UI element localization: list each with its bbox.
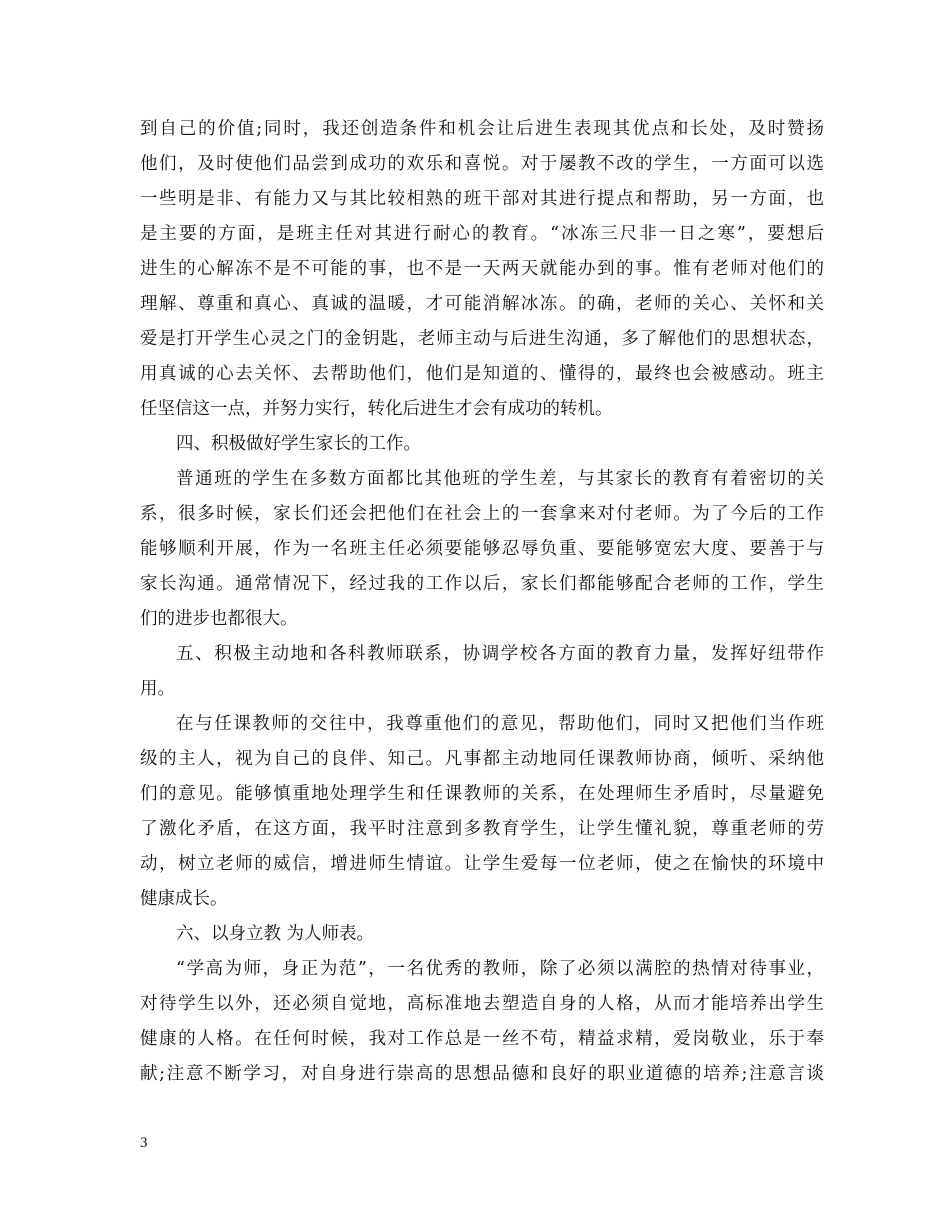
section-heading: 四、积极做好学生家长的工作。 (176, 434, 421, 454)
text-line: 对待学生以外，还必须自觉地，高标准地去塑造自身的人格，从而才能培养出学生 (140, 994, 824, 1014)
page-number: 3 (140, 1135, 148, 1151)
text-line: 献;注意不断学习，对自身进行崇高的思想品德和良好的职业道德的培养;注意言谈 (140, 1064, 824, 1084)
text-line: 爱是打开学生心灵之门的金钥匙，老师主动与后进生沟通，多了解他们的思想状态， (140, 329, 824, 349)
section-heading: 五、积极主动地和各科教师联系，协调学校各方面的教育力量，发挥好纽带作 (176, 644, 824, 664)
text-line: 健康成长。 (140, 889, 228, 909)
text-line: 一些明是非、有能力又与其比较相熟的班干部对其进行提点和帮助，另一方面，也 (140, 189, 824, 209)
text-line: 在与任课教师的交往中，我尊重他们的意见，帮助他们，同时又把他们当作班 (176, 714, 824, 734)
text-line: 家长沟通。通常情况下，经过我的工作以后，家长们都能够配合老师的工作，学生 (140, 574, 824, 594)
text-line: 理解、尊重和真心、真诚的温暖，才可能消解冰冻。的确，老师的关心、关怀和关 (140, 294, 824, 314)
text-line: 了激化矛盾，在这方面，我平时注意到多教育学生，让学生懂礼貌，尊重老师的劳 (140, 819, 824, 839)
text-line: 们的意见。能够慎重地处理学生和任课教师的关系，在处理师生矛盾时，尽量避免 (140, 784, 824, 804)
text-line: 是主要的方面，是班主任对其进行耐心的教育。“冰冻三尺非一日之寒”，要想后 (140, 224, 824, 244)
section-heading: 六、以身立教 为人师表。 (176, 924, 375, 944)
text-line: 动，树立老师的威信，增进师生情谊。让学生爱每一位老师，使之在愉快的环境中 (140, 854, 824, 874)
text-line: 用真诚的心去关怀、去帮助他们，他们是知道的、懂得的，最终也会被感动。班主 (140, 364, 824, 384)
text-line: 任坚信这一点，并努力实行，转化后进生才会有成功的转机。 (140, 399, 613, 419)
text-line: 能够顺利开展，作为一名班主任必须要能够忍辱负重、要能够宽宏大度、要善于与 (140, 539, 824, 559)
text-line: 他们，及时使他们品尝到成功的欢乐和喜悦。对于屡教不改的学生，一方面可以选 (140, 154, 824, 174)
text-line: 系，很多时候，家长们还会把他们在社会上的一套拿来对付老师。为了今后的工作 (140, 504, 824, 524)
text-line: 们的进步也都很大。 (140, 609, 298, 629)
text-line: 进生的心解冻不是不可能的事，也不是一天两天就能办到的事。惟有老师对他们的 (140, 259, 824, 279)
text-line: “学高为师，身正为范”，一名优秀的教师，除了必须以满腔的热情对待事业， (176, 959, 824, 979)
text-line: 普通班的学生在多数方面都比其他班的学生差，与其家长的教育有着密切的关 (176, 469, 824, 489)
body-text (140, 112, 824, 1092)
text-line: 健康的人格。在任何时候，我对工作总是一丝不苟，精益求精，爱岗敬业，乐于奉 (140, 1029, 824, 1049)
text-line: 级的主人，视为自己的良伴、知己。凡事都主动地同任课教师协商，倾听、采纳他 (140, 749, 824, 769)
section-heading-continued: 用。 (140, 679, 175, 699)
text-line: 到自己的价值;同时，我还创造条件和机会让后进生表现其优点和长处，及时赞扬 (140, 119, 824, 139)
